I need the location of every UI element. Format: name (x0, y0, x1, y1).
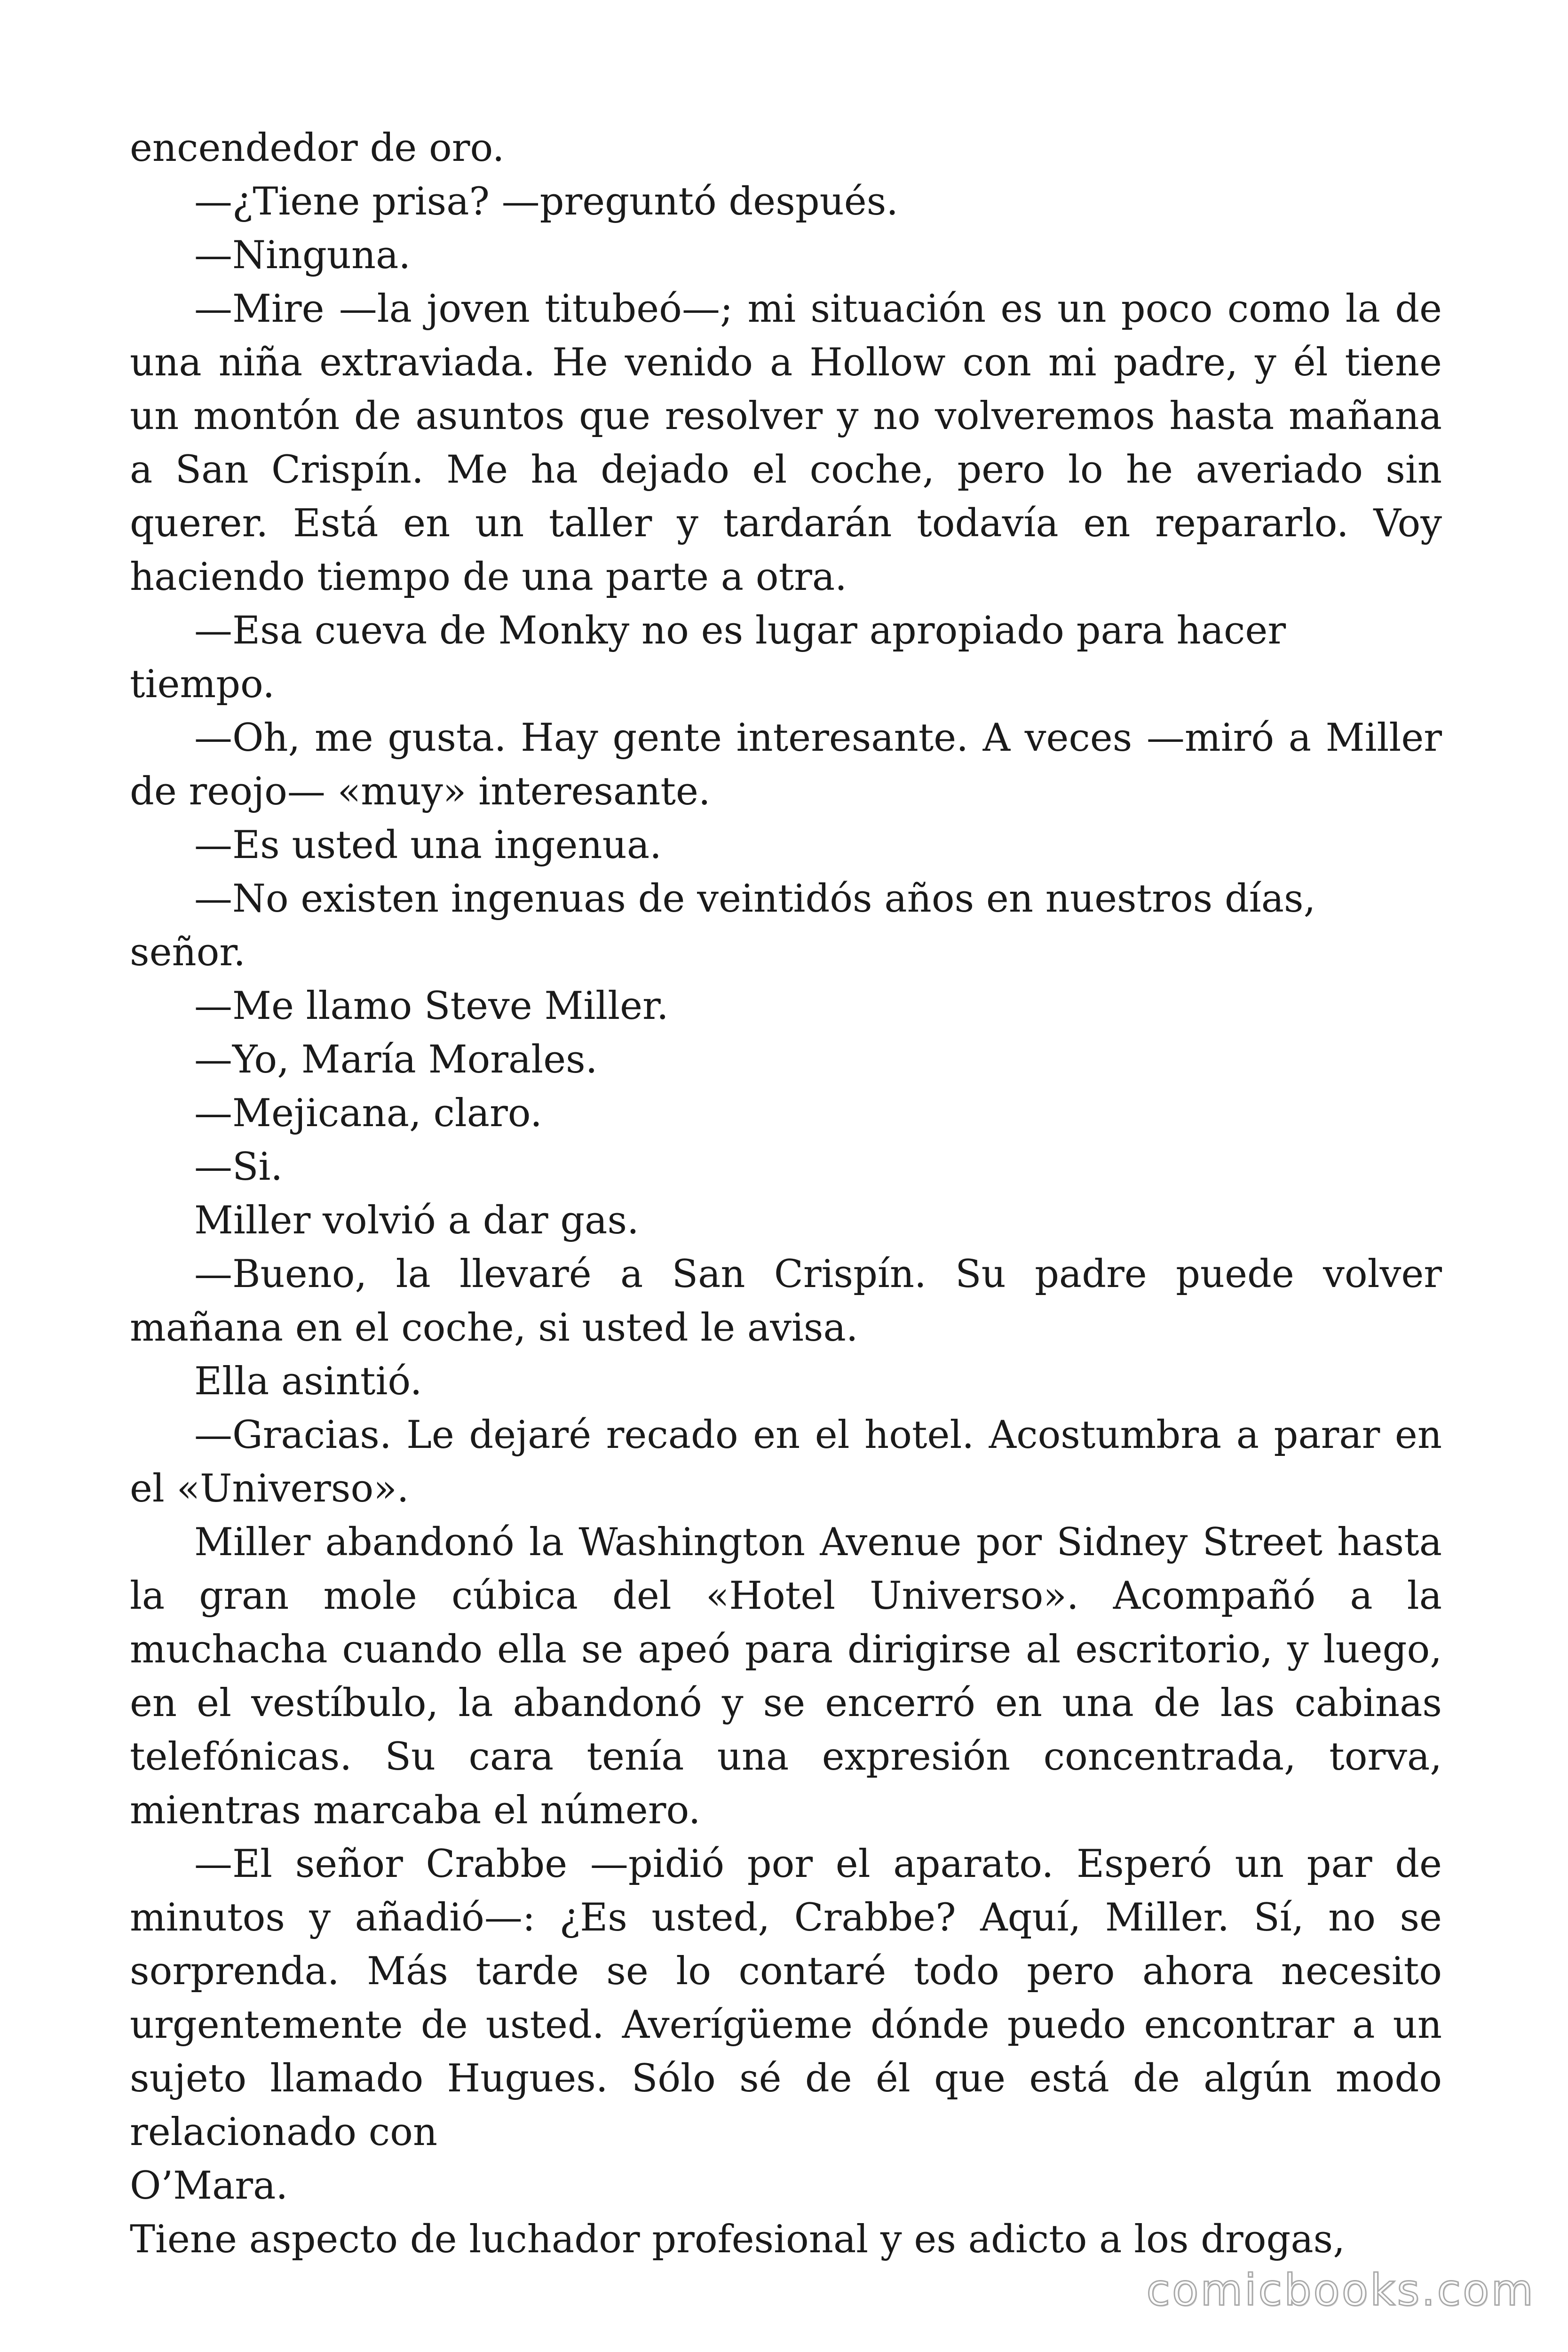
paragraph-5: —Esa cueva de Monky no es lugar apropiado para hacer tiempo. (130, 609, 1286, 707)
paragraph-9: —Me llamo Steve Miller. (194, 984, 669, 1028)
page-text (130, 121, 1442, 2266)
paragraph-18: —El señor Crabbe —pidió por el aparato. Esperó un par de minutos y añadió—: ¿Es usted, Crabbe? Aquí, Miller. Sí, no se sorprenda. Más tarde se lo contaré todo pero ahora necesito urgentemente de usted. Averígüeme dónde puedo encontrar a un sujeto llamado Hugues. Sólo sé de él que está de algún modo relacionado con (130, 1842, 1442, 2154)
paragraph-7: —Es usted una ingenua. (194, 823, 662, 867)
watermark-logo: comicbooks.com (1146, 2265, 1535, 2315)
paragraph-3: —Ninguna. (194, 233, 411, 278)
paragraph-12: —Si. (194, 1145, 283, 1189)
paragraph-11: —Mejicana, claro. (194, 1091, 542, 1136)
paragraph-14: —Bueno, la llevaré a San Crispín. Su padre puede volver mañana en el coche, si usted le avisa. (130, 1252, 1442, 1350)
paragraph-19: O’Mara. (130, 2164, 288, 2208)
paragraph-17: Miller abandonó la Washington Avenue por Sidney Street hasta la gran mole cúbica del «Hotel Universo». Acompañó a la muchacha cuando ella se apeó para dirigirse al escritorio, y luego, en el vestíbulo, la abandonó y se encerró en una de las cabinas telefónicas. Su cara tenía una expresión concentrada, torva, mientras marcaba el número. (130, 1520, 1442, 1833)
paragraph-20: Tiene aspecto de luchador profesional y es adicto a los drogas, (130, 2217, 1345, 2262)
paragraph-2: —¿Tiene prisa? —preguntó después. (194, 180, 899, 224)
paragraph-1: encendedor de oro. (130, 126, 505, 170)
paragraph-10: —Yo, María Morales. (194, 1038, 598, 1082)
paragraph-6: —Oh, me gusta. Hay gente interesante. A veces —miró a Miller de reojo— «muy» interesante. (130, 716, 1442, 814)
paragraph-15: Ella asintió. (194, 1359, 422, 1404)
paragraph-16: —Gracias. Le dejaré recado en el hotel. Acostumbra a parar en el «Universo». (130, 1413, 1442, 1511)
paragraph-13: Miller volvió a dar gas. (194, 1199, 639, 1243)
paragraph-8: —No existen ingenuas de veintidós años en nuestros días, señor. (130, 877, 1316, 975)
paragraph-4: —Mire —la joven titubeó—; mi situación es un poco como la de una niña extraviada. He venido a Hollow con mi padre, y él tiene un montón de asuntos que resolver y no volveremos hasta mañana a San Crispín. Me ha dejado el coche, pero lo he averiado sin querer. Está en un taller y tardarán todavía en repararlo. Voy haciendo tiempo de una parte a otra. (130, 287, 1442, 599)
